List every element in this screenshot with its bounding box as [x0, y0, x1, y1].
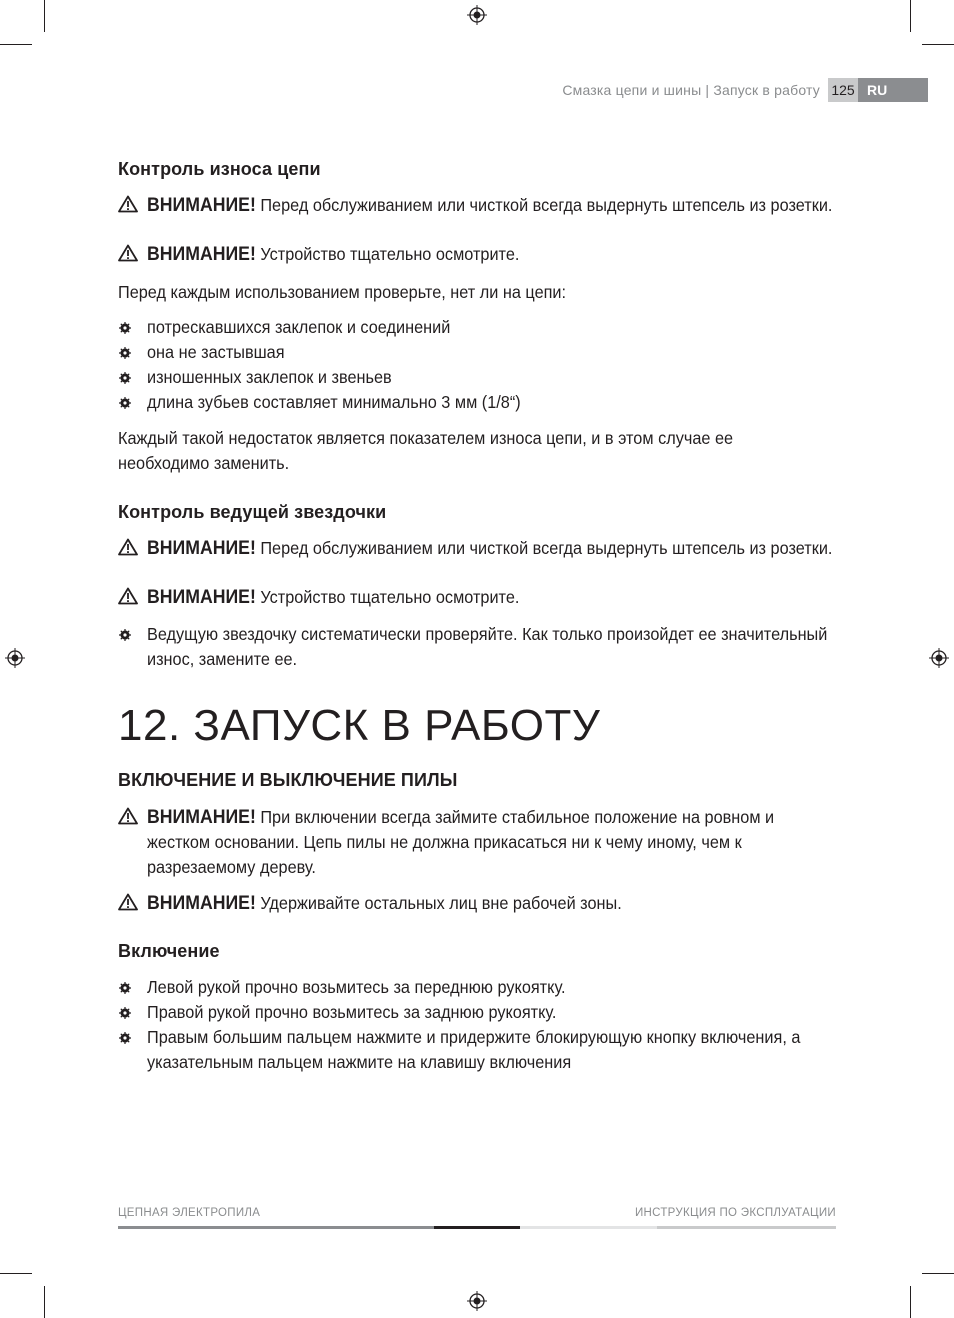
crop-mark	[910, 1286, 911, 1318]
warning-inspect	[118, 242, 838, 267]
crop-mark	[0, 44, 32, 45]
warning-triangle-icon	[118, 893, 138, 911]
list-item: Левой рукой прочно возьмитесь за переднюю рукоятку.	[118, 975, 838, 1000]
warning-keep-away	[118, 891, 838, 916]
warning-label: ВНИМАНИЕ!	[147, 893, 256, 914]
list-item: потрескавшихся заклепок и соединений	[118, 315, 838, 340]
warning-label: ВНИМАНИЕ!	[147, 587, 256, 608]
warning-unplug	[118, 193, 838, 218]
registration-mark-icon	[929, 648, 949, 668]
footer-rule	[118, 1226, 434, 1229]
crop-mark	[910, 0, 911, 32]
warning-triangle-icon	[118, 807, 138, 825]
footer-rule	[657, 1226, 836, 1229]
chapter-title: 12. ЗАПУСК В РАБОТУ	[118, 701, 601, 750]
warning-text: Удерживайте остальных лиц вне рабочей зоны.	[255, 893, 622, 913]
warning-text: Перед обслуживанием или чисткой всегда выдернуть штепсель из розетки.	[255, 195, 833, 215]
bullet-icon	[119, 322, 131, 334]
bullet-icon	[119, 372, 131, 384]
list-item: изношенных заклепок и звеньев	[118, 365, 838, 390]
bullet-icon	[119, 1032, 131, 1044]
warning-label: ВНИМАНИЕ!	[147, 244, 256, 265]
section-heading-switching: ВКЛЮЧЕНИЕ И ВЫКЛЮЧЕНИЕ ПИЛЫ	[118, 770, 458, 790]
warning-label: ВНИМАНИЕ!	[147, 538, 256, 559]
bullet-icon	[119, 347, 131, 359]
section-heading-switch-on: Включение	[118, 941, 220, 961]
list-item: она не застывшая	[118, 340, 838, 365]
language-badge: RU	[858, 78, 928, 102]
registration-mark-icon	[467, 5, 487, 25]
warning-text: Устройство тщательно осмотрите.	[255, 244, 520, 264]
warning-triangle-icon	[118, 195, 138, 213]
footer-right: ИНСТРУКЦИЯ ПО ЭКСПЛУАТАЦИИ	[634, 1207, 836, 1219]
warning-label: ВНИМАНИЕ!	[147, 195, 256, 216]
running-header-title: Смазка цепи и шины | Запуск в работу	[562, 82, 820, 98]
crop-mark	[0, 1273, 32, 1274]
warning-stable-position	[118, 805, 838, 880]
warning-text: Устройство тщательно осмотрите.	[255, 587, 520, 607]
warning-inspect	[118, 585, 838, 610]
crop-mark	[44, 1286, 45, 1318]
bullet-icon	[119, 629, 131, 641]
warning-label: ВНИМАНИЕ!	[147, 807, 256, 828]
crop-mark	[922, 44, 954, 45]
warning-unplug	[118, 536, 838, 561]
registration-mark-icon	[467, 1291, 487, 1311]
crop-mark	[922, 1273, 954, 1274]
bullet-icon	[119, 982, 131, 994]
list-item: Правым большим пальцем нажмите и придержите блокирующую кнопку включения, а указательным пальцем нажмите на клавишу включения	[118, 1025, 838, 1075]
warning-triangle-icon	[118, 244, 138, 262]
warning-triangle-icon	[118, 587, 138, 605]
list-item: длина зубьев составляет минимально 3 мм (1/8“)	[118, 390, 838, 415]
registration-mark-icon	[5, 648, 25, 668]
warning-text: При включении всегда займите стабильное положение на ровном и жестком основании. Цепь пилы не должна прикасаться ни к чему иному, чем к разрезаемому дереву.	[147, 807, 775, 877]
page-number: 125	[828, 78, 858, 102]
footer-rule	[520, 1226, 657, 1229]
warning-triangle-icon	[118, 538, 138, 556]
crop-mark	[44, 0, 45, 32]
list-item: Правой рукой прочно возьмитесь за заднюю рукоятку.	[118, 1000, 838, 1025]
list-item: Ведущую звездочку систематически проверяйте. Как только произойдет ее значительный износ, замените ее.	[118, 622, 838, 672]
section-heading-sprocket: Контроль ведущей звездочки	[118, 502, 387, 522]
bullet-icon	[119, 397, 131, 409]
bullet-icon	[119, 1007, 131, 1019]
footer-rule	[434, 1226, 520, 1229]
warning-text: Перед обслуживанием или чисткой всегда выдернуть штепсель из розетки.	[255, 538, 833, 558]
section-heading-chain-wear: Контроль износа цепи	[118, 159, 321, 179]
intro-paragraph: Перед каждым использованием проверьте, нет ли на цепи:	[118, 282, 567, 302]
footer-left: ЦЕПНАЯ ЭЛЕКТРОПИЛА	[118, 1207, 261, 1219]
conclusion-paragraph: Каждый такой недостаток является показателем износа цепи, и в этом случае ее необходимо заменить.	[118, 428, 734, 473]
